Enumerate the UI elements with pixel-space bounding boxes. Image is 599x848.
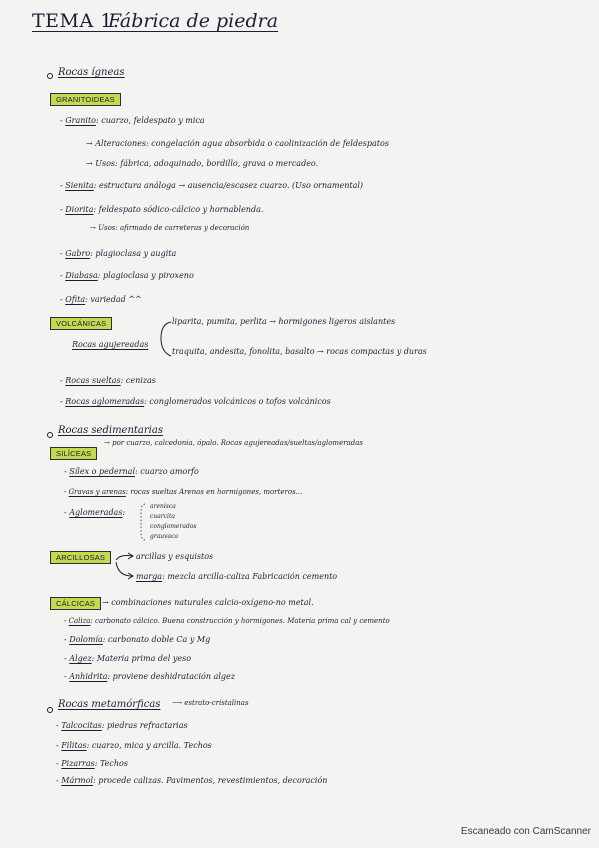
volcanicas-branch2: traquita, andesita, fonolita, basalto → rocas compactas y duras	[172, 347, 427, 356]
arcillosas-branch2	[136, 573, 337, 581]
talcocitas-text: : piedras refractarias	[101, 721, 188, 730]
metamorficas-note-text: estrato-cristalinas	[184, 699, 249, 707]
silex-name: Sílex o pedernal	[69, 467, 136, 476]
dolomia-text: : carbonato doble Ca y Mg	[102, 635, 211, 644]
diabasa-name: Diabasa	[65, 271, 98, 280]
diorita-name: Diorita	[65, 205, 94, 214]
sueltas-text: : cenizas	[120, 376, 156, 385]
dolomia-name: Dolomía	[69, 635, 103, 644]
dolomia-line: - Dolomía: carbonato doble Ca y Mg	[64, 635, 211, 644]
marmol-line: - Mármol: procede calizas. Pavimentos, revestimientos, decoración	[56, 776, 328, 785]
talcocitas-line: - Talcocitas: piedras refractarias	[56, 721, 188, 730]
usos-line: → Usos: fábrica, adoquinado, bordillo, grava o mercadeo.	[86, 159, 319, 168]
granito-line: - Granito: cuarzo, feldespato y mica	[60, 116, 205, 125]
alteraciones-text: Alteraciones: congelación agua absorbida o caolinización de feldespatos	[95, 139, 389, 148]
anhidrita-text: : proviene deshidratación algez	[107, 672, 235, 681]
gabro-text: : plagioclasa y augita	[90, 249, 177, 258]
diorita-usos-line: → Usos: afirmado de carreteras y decoración	[90, 224, 250, 232]
title-tema: TEMA 1.	[32, 10, 120, 32]
marga-text: : mezcla arcilla-caliza Fabricación cemento	[162, 572, 338, 581]
aglomeradas-item: arenisca	[150, 503, 176, 510]
bullet-icon	[47, 432, 53, 438]
granito-text: : cuarzo, feldespato y mica	[95, 116, 205, 125]
gabro-name: Gabro	[65, 249, 91, 258]
title-name: Fábrica de piedra	[108, 10, 279, 32]
bullet-icon	[47, 707, 53, 713]
ofita-line: - Ofita: variedad ^^	[60, 295, 142, 304]
diorita-text: : feldespato sódico-cálcico y hornablenda.	[93, 205, 264, 214]
diorita-line: - Diorita: feldespato sódico-cálcico y hornablenda.	[60, 205, 264, 214]
caliza-line: - Caliza: carbonato cálcico. Buena construcción y hormigones. Materia prima cal y cemento	[64, 617, 390, 625]
tag-arcillosas: ARCILLOSAS	[50, 551, 111, 564]
calcicas-desc: → combinaciones naturales calcio-oxígeno-no metal.	[102, 598, 314, 607]
silex-text: : cuarzo amorfo	[135, 467, 199, 476]
filitas-line: - Filitas: cuarzo, mica y arcilla. Techos	[56, 741, 212, 750]
algez-line: - Algez: Materia prima del yeso	[64, 654, 192, 663]
pizarras-text: : Techos	[94, 759, 128, 768]
alteraciones-line: → Alteraciones: congelación agua absorbida o caolinización de feldespatos	[86, 139, 389, 148]
metamorficas-note: ⟶ estrato-cristalinas	[172, 699, 249, 707]
sueltas-line: - Rocas sueltas: cenizas	[60, 376, 156, 385]
tag-volcanicas: VOLCÁNICAS	[50, 317, 112, 330]
marmol-text: : procede calizas. Pavimentos, revestimientos, decoración	[93, 776, 328, 785]
sienita-text: : estructura análoga → ausencia/escasez cuarzo. (Uso ornamental)	[93, 181, 364, 190]
scanner-watermark: Escaneado con CamScanner	[460, 826, 591, 837]
volcanicas-branch1: liparita, pumita, perlita → hormigones ligeros aislantes	[172, 317, 396, 326]
aglomeradas-line: - Rocas aglomeradas: conglomerados volcánicos o tofos volcánicos	[60, 397, 331, 406]
filitas-name: Filitas	[61, 741, 87, 750]
pizarras-name: Pizarras	[61, 759, 95, 768]
diorita-usos-text: Usos: afirmado de carreteras y decoración	[98, 224, 250, 232]
filitas-text: : cuarzo, mica y arcilla. Techos	[86, 741, 212, 750]
caliza-name: Caliza	[68, 617, 91, 625]
diabasa-line: - Diabasa: plagioclasa y piroxeno	[60, 271, 194, 280]
algez-name: Algez	[69, 654, 92, 663]
talcocitas-name: Talcocitas	[61, 721, 102, 730]
aglomeradas-sed-line: - Aglomeradas:	[64, 508, 126, 517]
granito-name: Granito	[65, 116, 96, 125]
gabro-line: - Gabro: plagioclasa y augita	[60, 249, 177, 258]
gravas-text: : rocas sueltas Arenas en hormigones, morteros...	[125, 488, 303, 496]
arcillosas-branch1: arcillas y esquistos	[136, 552, 214, 561]
aglomeradas-item: conglomerados	[150, 523, 197, 530]
heading-sedimentarias: Rocas sedimentarias	[58, 425, 163, 436]
list-brace-icon	[139, 502, 147, 542]
ofita-text: : variedad ^^	[85, 295, 142, 304]
agujereadas-label: Rocas agujereadas	[72, 340, 149, 349]
marmol-name: Mármol	[61, 776, 93, 785]
aglomeradas-item: cuarcita	[150, 513, 175, 520]
gravas-name: Gravas y arenas	[68, 488, 126, 496]
anhidrita-name: Anhidrita	[69, 672, 108, 681]
aglomeradas-sed-name: Aglomeradas	[69, 508, 123, 517]
anhidrita-line: - Anhidrita: proviene deshidratación algez	[64, 672, 235, 681]
usos-text: Usos: fábrica, adoquinado, bordillo, grava o mercadeo.	[95, 159, 319, 168]
heading-metamorficas: Rocas metamórficas	[58, 699, 161, 710]
tag-siliceas: SILÍCEAS	[50, 447, 97, 460]
marga-name: marga	[136, 572, 163, 581]
aglomeradas-text: : conglomerados volcánicos o tofos volcánicos	[144, 397, 331, 406]
bullet-icon	[47, 73, 53, 79]
pizarras-line: - Pizarras: Techos	[56, 759, 128, 768]
heading-igneas: Rocas ígneas	[58, 67, 125, 78]
gravas-line: - Gravas y arenas: rocas sueltas Arenas en hormigones, morteros...	[64, 488, 303, 496]
algez-text: : Materia prima del yeso	[91, 654, 192, 663]
siliceas-desc: → por cuarzo, calcedonia, ópalo. Rocas agujereadas/sueltas/aglomeradas	[104, 439, 363, 447]
ofita-name: Ofita	[65, 295, 86, 304]
aglomeradas-name: Rocas aglomeradas	[65, 397, 145, 406]
silex-line: - Sílex o pedernal: cuarzo amorfo	[64, 467, 199, 476]
caliza-text: : carbonato cálcico. Buena construcción y hormigones. Materia prima cal y cemento	[90, 617, 390, 625]
sienita-name: Sienita	[65, 181, 94, 190]
tag-granitoideas: GRANITOIDEAS	[50, 93, 121, 106]
sienita-line: - Sienita: estructura análoga → ausencia/escasez cuarzo. (Uso ornamental)	[60, 181, 364, 190]
tag-calcicas: CÁLCICAS	[50, 597, 101, 610]
aglomeradas-item: grauvaca	[150, 533, 179, 540]
diabasa-text: : plagioclasa y piroxeno	[97, 271, 194, 280]
sueltas-name: Rocas sueltas	[65, 376, 121, 385]
